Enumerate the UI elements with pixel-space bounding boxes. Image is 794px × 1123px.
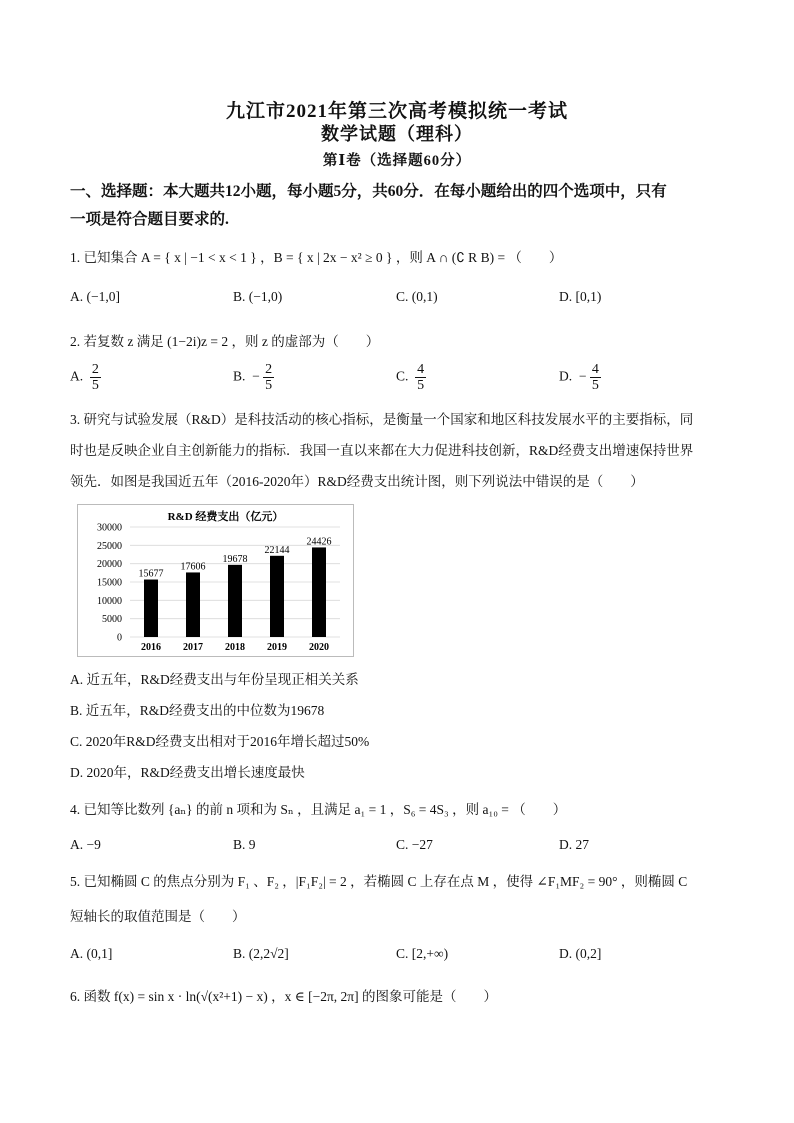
q2-stem: 2. 若复数 z 满足 (1−2i)z = 2 ，则 z 的虚部为（ ） [70,334,380,349]
chart-y-tick-label: 30000 [97,522,122,534]
chart-y-tick-label: 15000 [97,577,122,589]
q5-option-c: C. [2,+∞) [396,946,449,961]
chart-title: R&D 经费支出（亿元） [167,511,284,523]
chart-y-tick-label: 25000 [97,540,122,552]
q2-option-d: D. − $\frac{4}{5}$ [559,362,599,393]
chart-bar [312,547,326,637]
q3-option-d: D. 2020年，R&D经费支出增长速度最快 [70,765,305,780]
subject-title: 数学试题（理科） [321,124,473,144]
q5-option-d: D. (0,2] [559,946,602,961]
q5-option-b: B. (2,2√2] [233,946,289,961]
chart-data-label: 24426 [306,536,332,548]
q5-stem-line1: 5. 已知椭圆 C 的焦点分别为 F₁ 、F₂ ，|F₁F₂| = 2 ，若椭圆 C 上存在点 M ，使得 ∠F₁MF₂ = 90° ，则椭圆 C [70,874,688,889]
q1-stem: 1. 已知集合 A = { x | −1 < x < 1 } ，B = { x | 2x − x² ≥ 0 } ，则 A ∩ (∁ R B) = （ ） [70,250,563,265]
q4-option-d: D. 27 [559,837,589,852]
chart-x-tick-label: 2017 [183,642,203,653]
q4-option-c: C. −27 [396,837,433,852]
rd-chart [77,504,354,657]
volume-title: 第Ⅰ卷（选择题60分） [322,153,472,169]
section-instruction-line1: 一、选择题：本大题共12小题，每小题5分，共60分．在每小题给出的四个选项中，只有 [70,183,667,200]
q4-option-b: B. 9 [233,837,256,852]
chart-bar [228,565,242,637]
q5-stem-line2: 短轴长的取值范围是（ ） [70,909,246,924]
chart-x-tick-label: 2020 [309,642,329,653]
rd-bar-chart [78,505,353,656]
q4-option-a: A. −9 [70,837,101,852]
q3-stem-line3: 领先．如图是我国近五年（2016-2020年）R&D经费支出统计图，则下列说法中错误的是（ ） [70,474,644,489]
chart-bar [144,580,158,637]
chart-y-tick-label: 20000 [97,559,122,571]
chart-x-tick-label: 2018 [225,642,245,653]
chart-y-tick-label: 10000 [97,595,122,607]
chart-y-tick-label: 0 [117,632,122,644]
q5-option-a: A. (0,1] [70,946,113,961]
chart-bar [270,556,284,637]
q3-stem-line2: 时也是反映企业自主创新能力的指标．我国一直以来都在大力促进科技创新，R&D经费支出增速保持世界 [70,443,694,458]
chart-data-label: 19678 [222,553,248,565]
q4-stem: 4. 已知等比数列 {aₙ} 的前 n 项和为 Sₙ ，且满足 a₁ = 1 ，S₆ = 4S₃ ，则 a₁₀ = （ ） [70,802,567,817]
chart-x-tick-label: 2019 [267,642,287,653]
q1-option-b: B. (−1,0) [233,289,283,304]
q2-option-c: C. $\frac{4}{5}$ [396,362,425,393]
chart-data-label: 17606 [180,561,206,573]
chart-x-tick-label: 2016 [141,642,161,653]
chart-data-label: 22144 [264,544,290,556]
q1-option-a: A. (−1,0] [70,289,120,304]
q6-stem: 6. 函数 f(x) = sin x · ln(√(x²+1) − x) ，x ∈ [−2π, 2π] 的图象可能是（ ） [70,989,497,1004]
q1-option-d: D. [0,1) [559,289,602,304]
q3-option-b: B. 近五年，R&D经费支出的中位数为19678 [70,703,325,718]
q2-option-b: B. − $\frac{2}{5}$ [233,362,273,393]
section-instruction-line2: 一项是符合题目要求的. [70,211,229,228]
q3-option-a: A. 近五年，R&D经费支出与年份呈现正相关关系 [70,672,359,687]
exam-title: 九江市2021年第三次高考模拟统一考试 [225,101,568,122]
q1-option-c: C. (0,1) [396,289,438,304]
q3-stem-line1: 3. 研究与试验发展（R&D）是科技活动的核心指标，是衡量一个国家和地区科技发展水平的主要指标，同 [70,412,694,427]
q2-option-a: A. $\frac{2}{5}$ [70,362,99,393]
q3-option-c: C. 2020年R&D经费支出相对于2016年增长超过50% [70,734,370,749]
chart-y-tick-label: 5000 [102,614,122,626]
chart-bar [186,572,200,637]
chart-data-label: 15677 [138,568,164,580]
